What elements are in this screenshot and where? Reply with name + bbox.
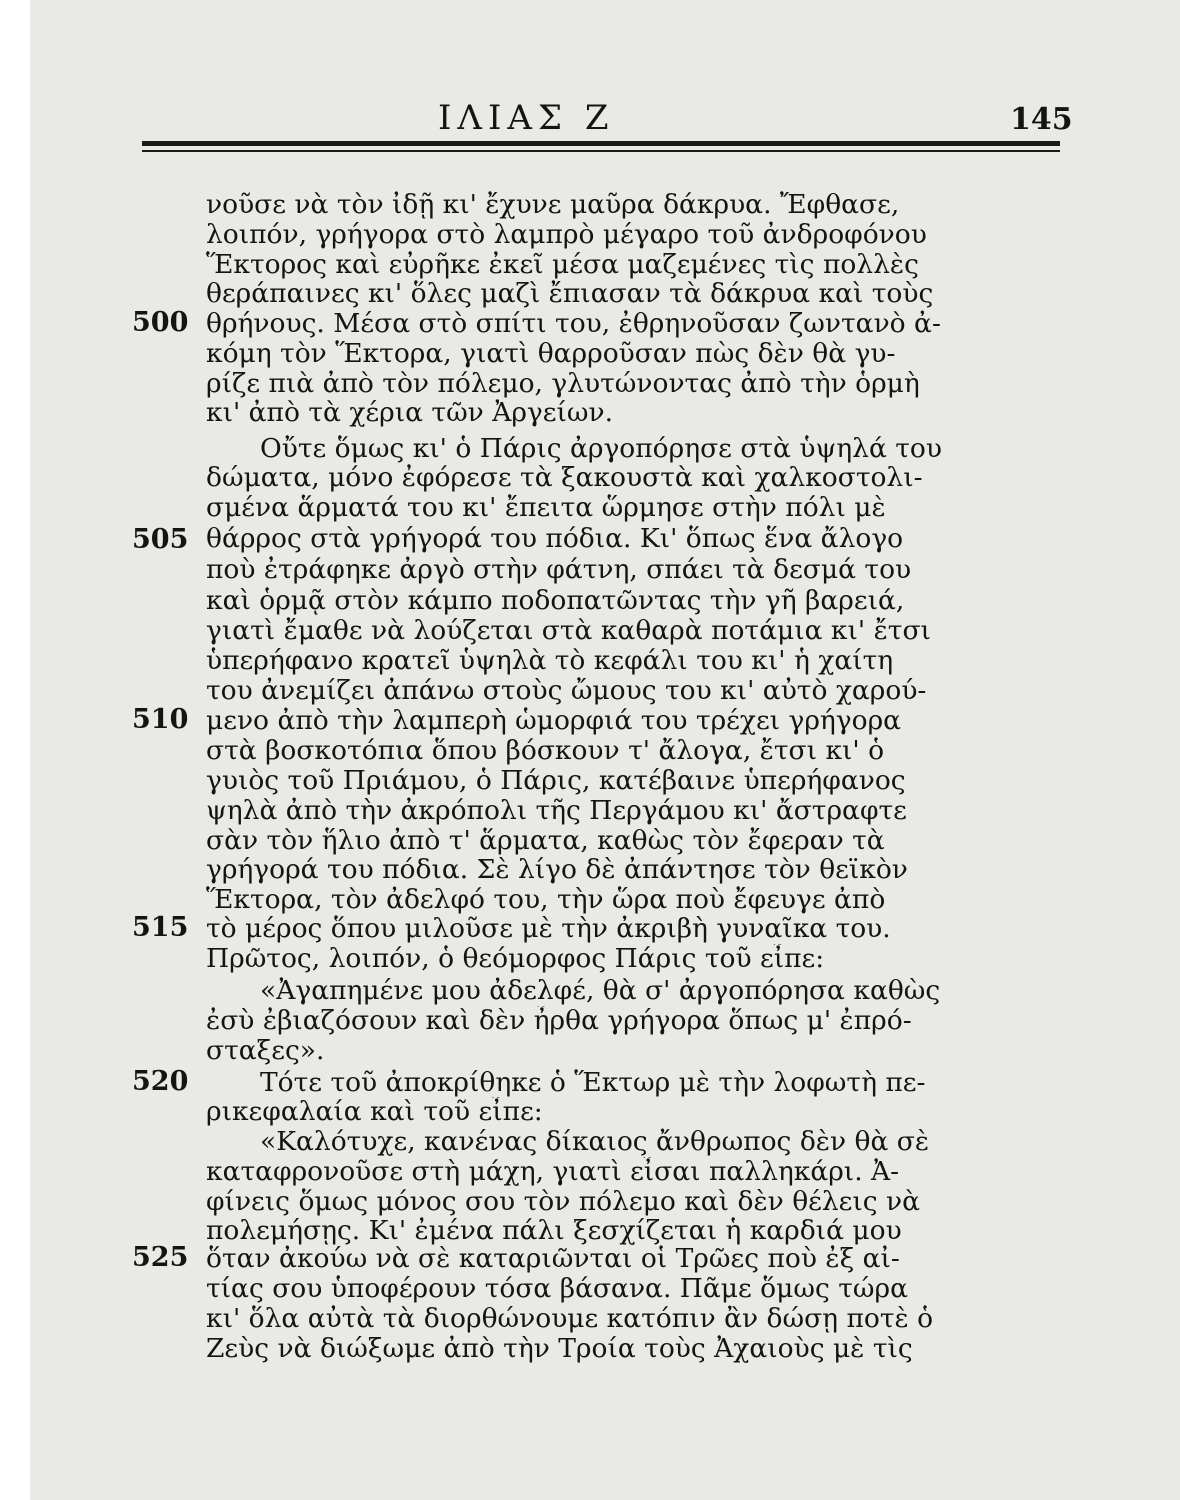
text-line: στὰ βοσκοτόπια ὅπου βόσκουν τ' ἄλογα, ἔτσι κι' ὁ [206,736,885,766]
verse-number: 520 [132,1066,189,1097]
text-line: καταφρονοῦσε στὴ μάχη, γιατὶ εἶσαι παλληκάρι. Ἀ- [206,1157,900,1187]
text-line: Τότε τοῦ ἀποκρίθηκε ὁ Ἕκτωρ μὲ τὴν λοφωτὴ πε- [260,1068,926,1098]
text-line: λοιπόν, γρήγορα στὸ λαμπρὸ μέγαρο τοῦ ἀνδροφόνου [206,220,927,250]
verse-number: 515 [132,912,189,943]
text-line: Ἕκτορος καὶ εὐρῆκε ἐκεῖ μέσα μαζεμένες τὶς πολλὲς [206,250,919,280]
text-line: θρήνους. Μέσα στὸ σπίτι του, ἐθρηνοῦσαν ζωντανὸ ἀ- [206,309,941,339]
text-line: Ζεὺς νὰ διώξωμε ἀπὸ τὴν Τροία τοὺς Ἀχαιοὺς μὲ τὶς [206,1334,913,1364]
verse-number: 500 [132,307,189,338]
text-line: θάρρος στὰ γρήγορά του πόδια. Κι' ὅπως ἕνα ἄλογο [206,524,904,554]
verse-number: 505 [132,524,189,555]
text-line: μενο ἀπὸ τὴν λαμπερὴ ὡμορφιά του τρέχει γρήγορα [206,706,902,736]
scan-margin [0,0,30,1500]
header-rule-thin [142,150,1060,152]
text-line: κι' ὅλα αὐτὰ τὰ διορθώνουμε κατόπιν ἂν δώσῃ ποτὲ ὁ [206,1304,934,1334]
text-line: γυιὸς τοῦ Πριάμου, ὁ Πάρις, κατέβαινε ὑπερήφανος [206,766,906,796]
text-line: δώματα, μόνο ἐφόρεσε τὰ ξακουστὰ καὶ χαλκοστολι- [206,463,923,493]
text-line: θεράπαινες κι' ὅλες μαζὶ ἔπιασαν τὰ δάκρυα καὶ τοὺς [206,279,934,309]
text-line: ρίζε πιὰ ἀπὸ τὸν πόλεμο, γλυτώνοντας ἀπὸ τὴν ὁρμὴ [206,369,920,399]
text-line: νοῦσε νὰ τὸν ἰδῇ κι' ἔχυνε μαῦρα δάκρυα. Ἔφθασε, [206,190,900,220]
text-line: φίνεις ὅμως μόνος σου τὸν πόλεμο καὶ δὲν θέλεις νὰ [206,1187,921,1217]
text-line: ρικεφαλαία καὶ τοῦ εἶπε: [206,1097,543,1127]
text-line: Οὔτε ὅμως κι' ὁ Πάρις ἀργοπόρησε στὰ ὑψηλά του [260,434,942,464]
text-line: ἐσὺ ἐβιαζόσουν καὶ δὲν ἦρθα γρήγορα ὅπως μ' ἐπρό- [206,1006,912,1036]
text-line: «Ἀγαπημένε μου ἀδελφέ, θὰ σ' ἀργοπόρησα καθὼς [260,976,941,1006]
text-line: ψηλὰ ἀπὸ τὴν ἀκρόπολι τῆς Περγάμου κι' ἄστραφτε [206,796,907,826]
text-line: τίας σου ὑποφέρουν τόσα βάσανα. Πᾶμε ὅμως τώρα [206,1274,908,1304]
text-line: του ἀνεμίζει ἀπάνω στοὺς ὤμους του κι' αὐτὸ χαρού- [206,676,927,706]
text-line: «Καλότυχε, κανένας δίκαιος ἄνθρωπος δὲν θὰ σὲ [260,1127,930,1157]
text-line: καὶ ὁρμᾷ στὸν κάμπο ποδοπατῶντας τὴν γῆ βαρειά, [206,586,905,616]
text-line: Ἕκτορα, τὸν ἀδελφό του, τὴν ὥρα ποὺ ἔφευγε ἀπὸ [206,885,886,915]
running-title: ΙΛΙΑΣ Ζ [438,98,615,138]
header-rule [142,141,1060,146]
text-line: σμένα ἅρματά του κι' ἔπειτα ὥρμησε στὴν πόλι μὲ [206,493,886,523]
text-line: Πρῶτος, λοιπόν, ὁ θεόμορφος Πάρις τοῦ εἶπε: [206,944,825,974]
verse-number: 525 [132,1242,189,1273]
text-line: ποὺ ἐτράφηκε ἀργὸ στὴν φάτνη, σπάει τὰ δεσμά του [206,555,912,585]
text-line: κόμη τὸν Ἕκτορα, γιατὶ θαρροῦσαν πὼς δὲν θὰ γυ- [206,339,896,369]
text-line: κι' ἀπὸ τὰ χέρια τῶν Ἀργείων. [206,398,614,428]
text-line: πολεμήσῃς. Κι' ἐμένα πάλι ξεσχίζεται ἡ καρδιά μου [206,1216,902,1246]
page-number: 145 [1010,102,1073,137]
text-line: ὅταν ἀκούω νὰ σὲ καταριῶνται οἱ Τρῶες ποὺ ἐξ αἰ- [206,1244,900,1274]
text-line: γιατὶ ἔμαθε νὰ λούζεται στὰ καθαρὰ ποτάμια κι' ἔτσι [206,616,931,646]
text-line: τὸ μέρος ὅπου μιλοῦσε μὲ τὴν ἀκριβὴ γυναῖκα του. [206,914,891,944]
text-line: σταξες». [206,1036,325,1066]
verse-number: 510 [132,704,189,735]
text-line: ὑπερήφανο κρατεῖ ὑψηλὰ τὸ κεφάλι του κι' ἡ χαίτη [206,646,894,676]
text-line: γρήγορά του πόδια. Σὲ λίγο δὲ ἀπάντησε τὸν θεϊκὸν [206,855,908,885]
text-line: σὰν τὸν ἥλιο ἀπὸ τ' ἅρματα, καθὼς τὸν ἔφεραν τὰ [206,826,885,856]
